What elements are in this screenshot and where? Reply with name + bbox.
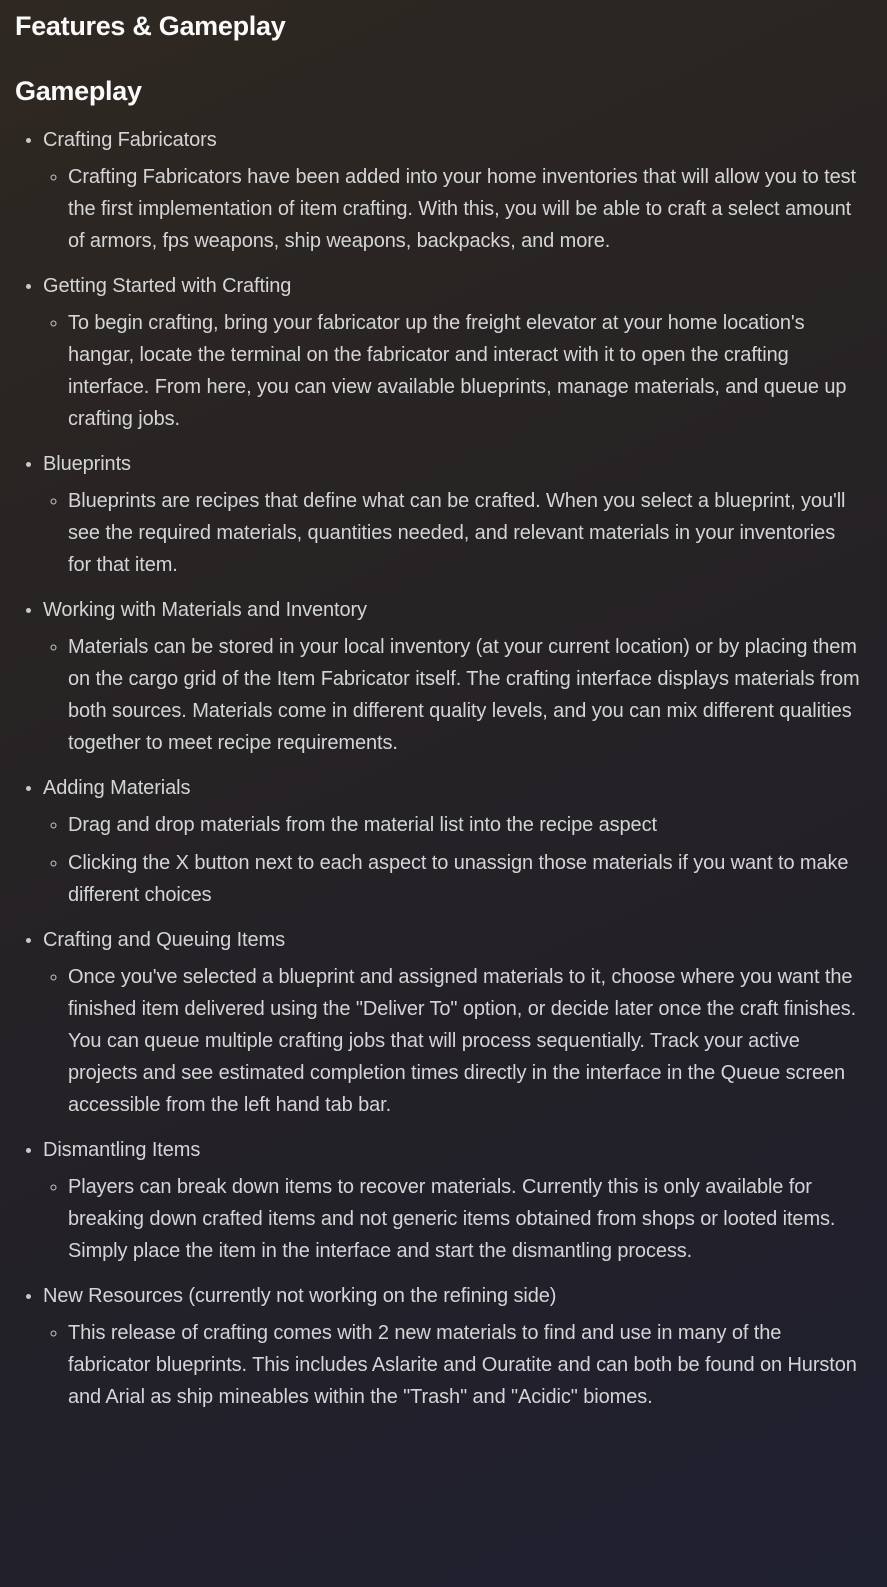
list-item-getting-started xyxy=(43,270,862,435)
list-item-new-resources xyxy=(43,1280,862,1413)
list-item-materials-inventory xyxy=(43,594,862,759)
sub-list xyxy=(43,1171,862,1267)
sub-list-item: ◦ Drag and drop materials from the material list into the recipe aspect xyxy=(68,809,862,841)
sub-list xyxy=(43,961,862,1121)
list-item-adding-materials xyxy=(43,772,862,911)
gameplay-list xyxy=(15,124,862,1413)
list-item-label: • Getting Started with Crafting xyxy=(43,274,292,297)
sub-list xyxy=(43,307,862,435)
section-title: Gameplay xyxy=(15,76,142,107)
sub-list xyxy=(43,809,862,911)
list-item-crafting-fabricators xyxy=(43,124,862,257)
list-item-crafting-queuing xyxy=(43,924,862,1121)
list-item-label: • New Resources (currently not working on the refining side) xyxy=(43,1284,557,1307)
sub-list xyxy=(43,1317,862,1413)
sub-list-item: ◦ Clicking the X button next to each aspect to unassign those materials if you want to make different choices xyxy=(68,847,862,911)
sub-list-item: ◦ Players can break down items to recover materials. Currently this is only available for breaking down crafted items and not generic items obtained from shops or looted items. Simply place the item in the interface and start the dismantling process. xyxy=(68,1171,862,1267)
list-item-blueprints xyxy=(43,448,862,581)
page-title: Features & Gameplay xyxy=(15,11,286,41)
list-item-label: • Dismantling Items xyxy=(43,1138,201,1161)
list-item-dismantling xyxy=(43,1134,862,1267)
sub-list-item: ◦ Blueprints are recipes that define what can be crafted. When you select a blueprint, you'll see the required materials, quantities needed, and relevant materials in your inventories for that item. xyxy=(68,485,862,581)
list-item-label: • Working with Materials and Inventory xyxy=(43,598,367,621)
sub-list xyxy=(43,631,862,759)
sub-list-item: ◦ Crafting Fabricators have been added into your home inventories that will allow you to test the first implementation of item crafting. With this, you will be able to craft a select amount of armors, fps weapons, ship weapons, backpacks, and more. xyxy=(68,161,862,257)
list-item-label: • Blueprints xyxy=(43,452,131,475)
sub-list xyxy=(43,485,862,581)
sub-list-item: ◦ Materials can be stored in your local inventory (at your current location) or by placing them on the cargo grid of the Item Fabricator itself. The crafting interface displays materials from both sources. Materials come in different quality levels, and you can mix different qualities together to meet recipe requirements. xyxy=(68,631,862,759)
sub-list xyxy=(43,161,862,257)
list-item-label: • Adding Materials xyxy=(43,776,191,799)
list-item-label: • Crafting Fabricators xyxy=(43,128,217,151)
sub-list-item: ◦ To begin crafting, bring your fabricator up the freight elevator at your home location's hangar, locate the terminal on the fabricator and interact with it to open the crafting interface. From here, you can view available blueprints, manage materials, and queue up crafting jobs. xyxy=(68,307,862,435)
sub-list-item: ◦ Once you've selected a blueprint and assigned materials to it, choose where you want the finished item delivered using the "Deliver To" option, or decide later once the craft finishes. You can queue multiple crafting jobs that will process sequentially. Track your active projects and see estimated completion times directly in the interface in the Queue screen accessible from the left hand tab bar. xyxy=(68,961,862,1121)
sub-list-item: ◦ This release of crafting comes with 2 new materials to find and use in many of the fabricator blueprints. This includes Aslarite and Ouratite and can both be found on Hurston and Arial as ship mineables within the "Trash" and "Acidic" biomes. xyxy=(68,1317,862,1413)
list-item-label: • Crafting and Queuing Items xyxy=(43,928,285,951)
